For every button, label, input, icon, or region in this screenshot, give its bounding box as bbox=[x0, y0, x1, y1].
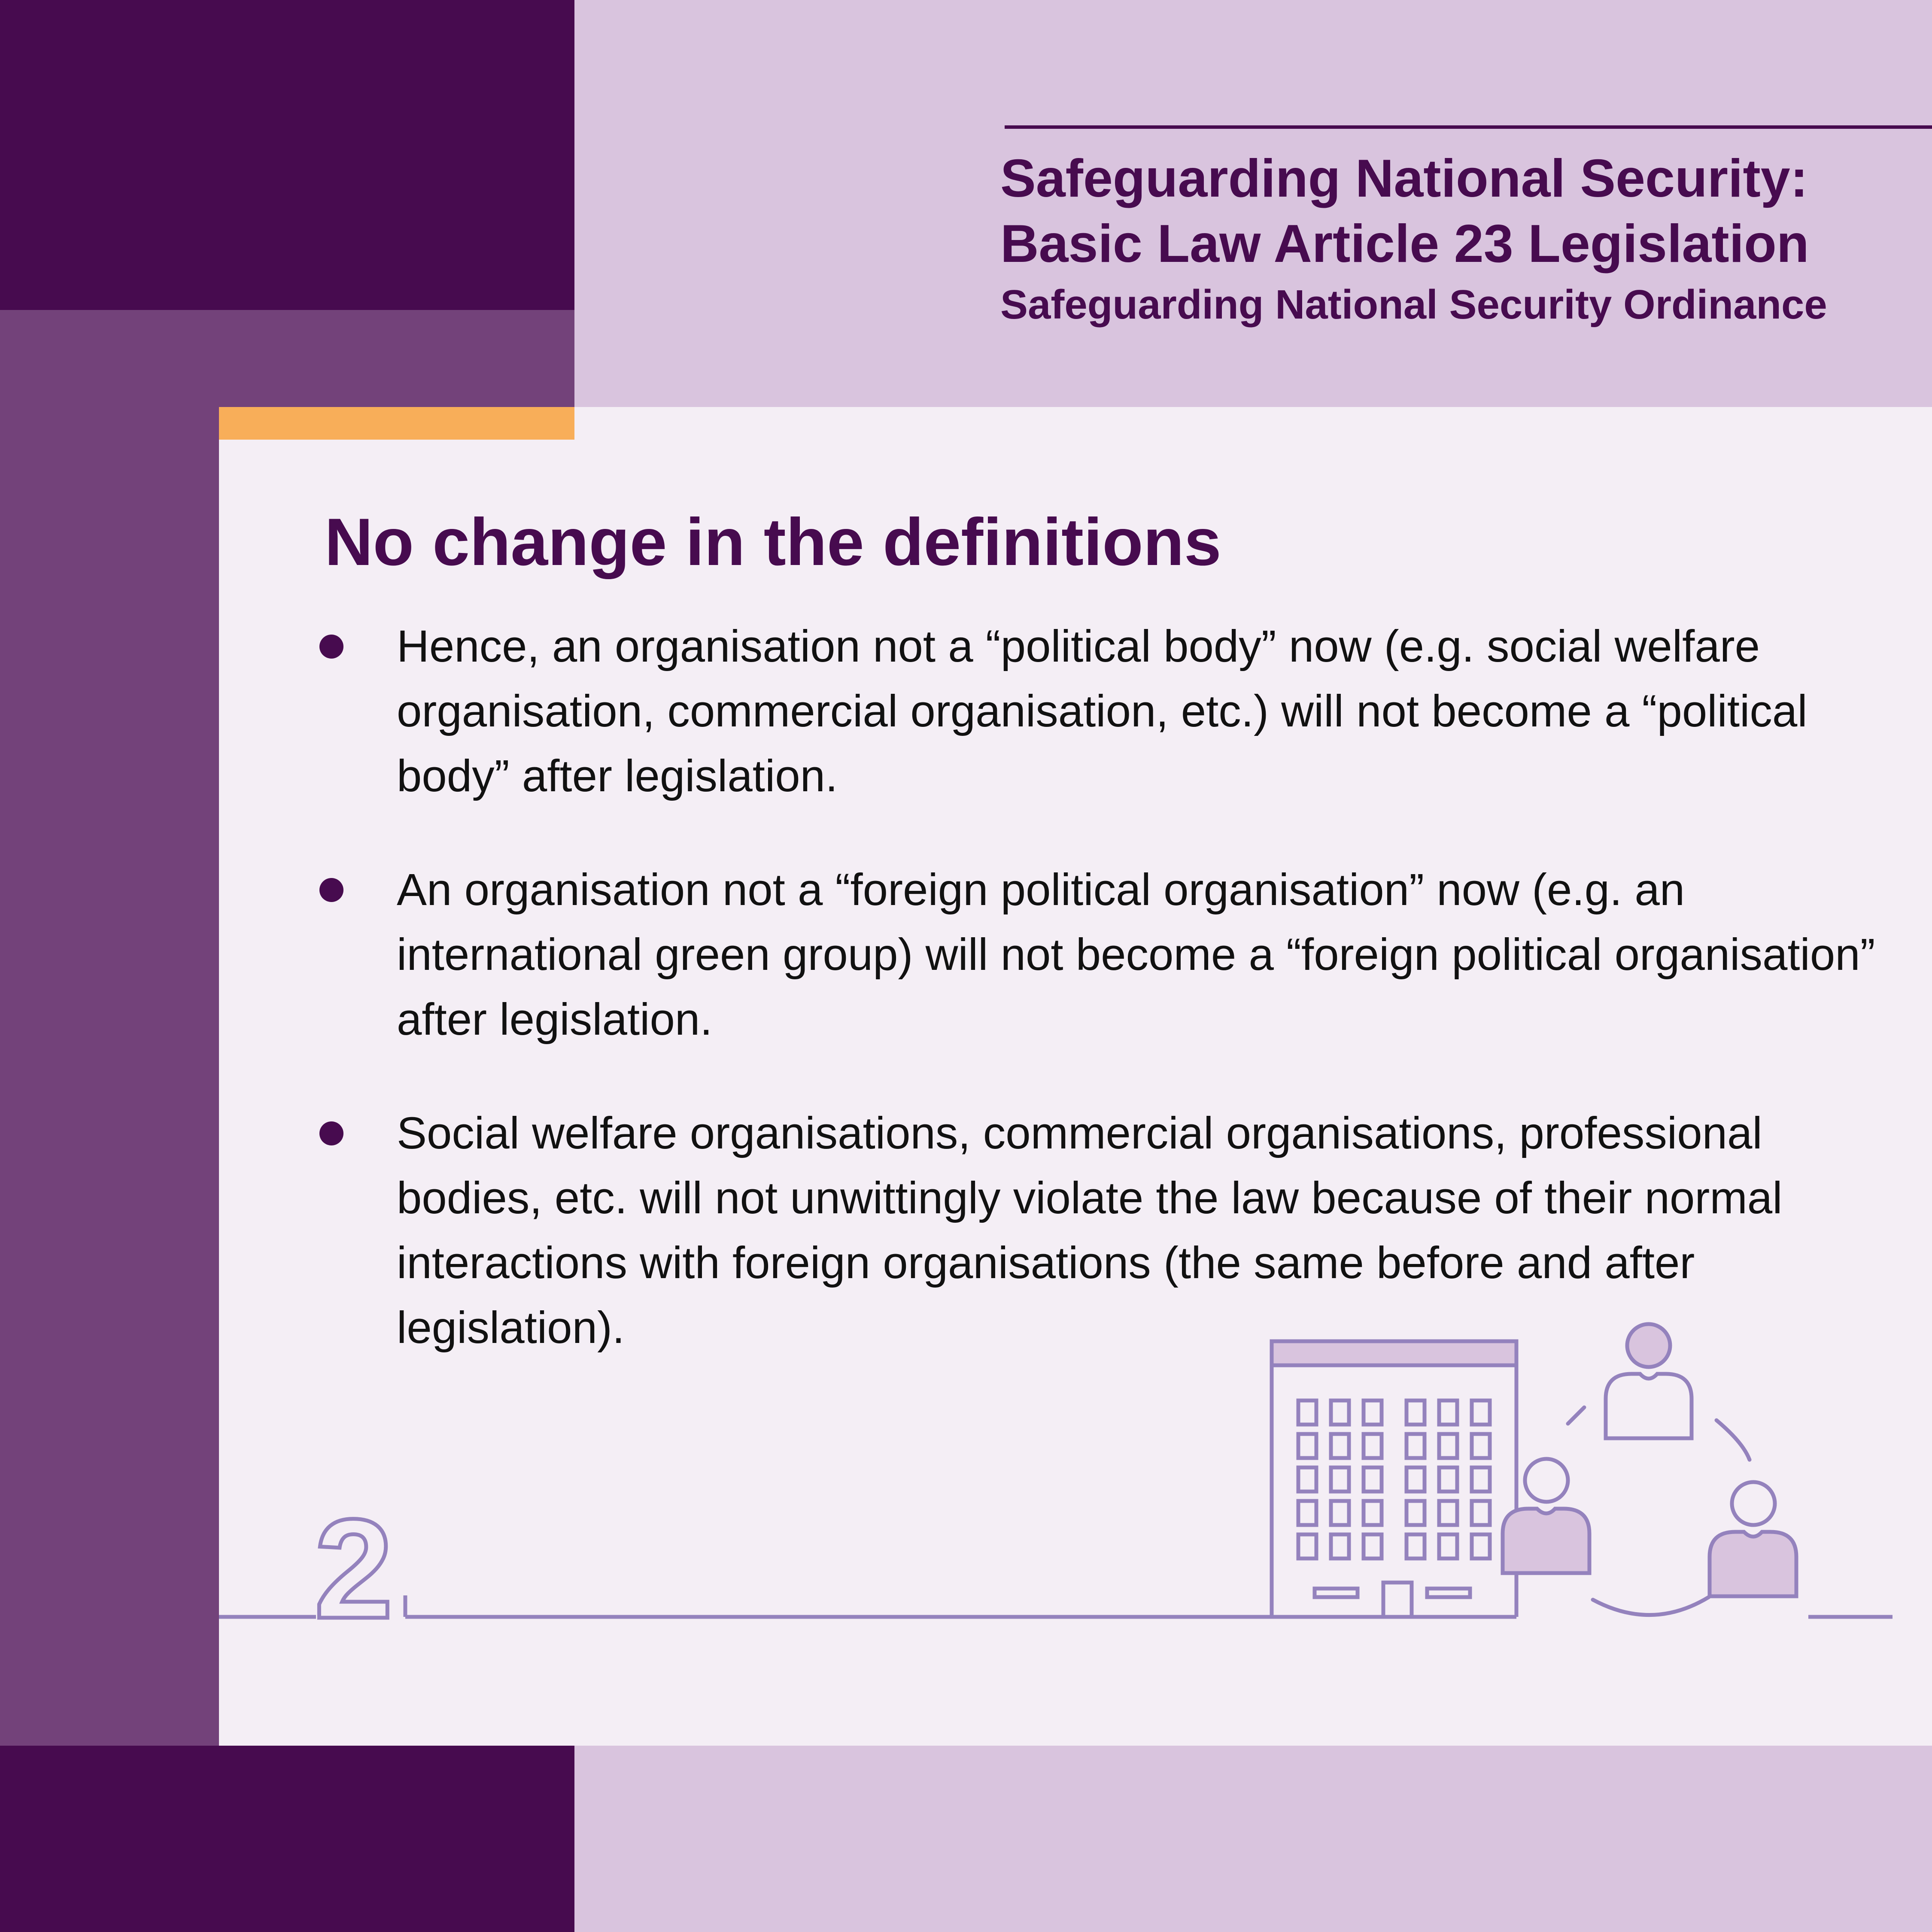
office-building-icon bbox=[1272, 1341, 1516, 1617]
header-title-line-2: Basic Law Article 23 Legislation bbox=[1000, 214, 1809, 273]
header-title-line-1: Safeguarding National Security: bbox=[1000, 149, 1808, 208]
header-subtitle: Safeguarding National Security Ordinance bbox=[1000, 282, 1827, 328]
person-icon bbox=[1606, 1324, 1692, 1438]
bullet-text: An organisation not a “foreign political organisation” now (e.g. an international green group) will not become a “foreign political organisation” after legislation. bbox=[397, 865, 1875, 1045]
bullet-text: Hence, an organisation not a “political body” now (e.g. social welfare organisation, commercial organisation, etc.) will not become a “political body” after legislation. bbox=[397, 621, 1807, 801]
page-number: 2 bbox=[314, 1489, 393, 1648]
bullet-text: Social welfare organisations, commercial organisations, professional bodies, etc. will not unwittingly violate the law because of their normal interactions with foreign organisations (the same before and after legislation). bbox=[397, 1108, 1783, 1353]
person-icon bbox=[1710, 1482, 1796, 1596]
section-title: No change in the definitions bbox=[325, 505, 1221, 580]
